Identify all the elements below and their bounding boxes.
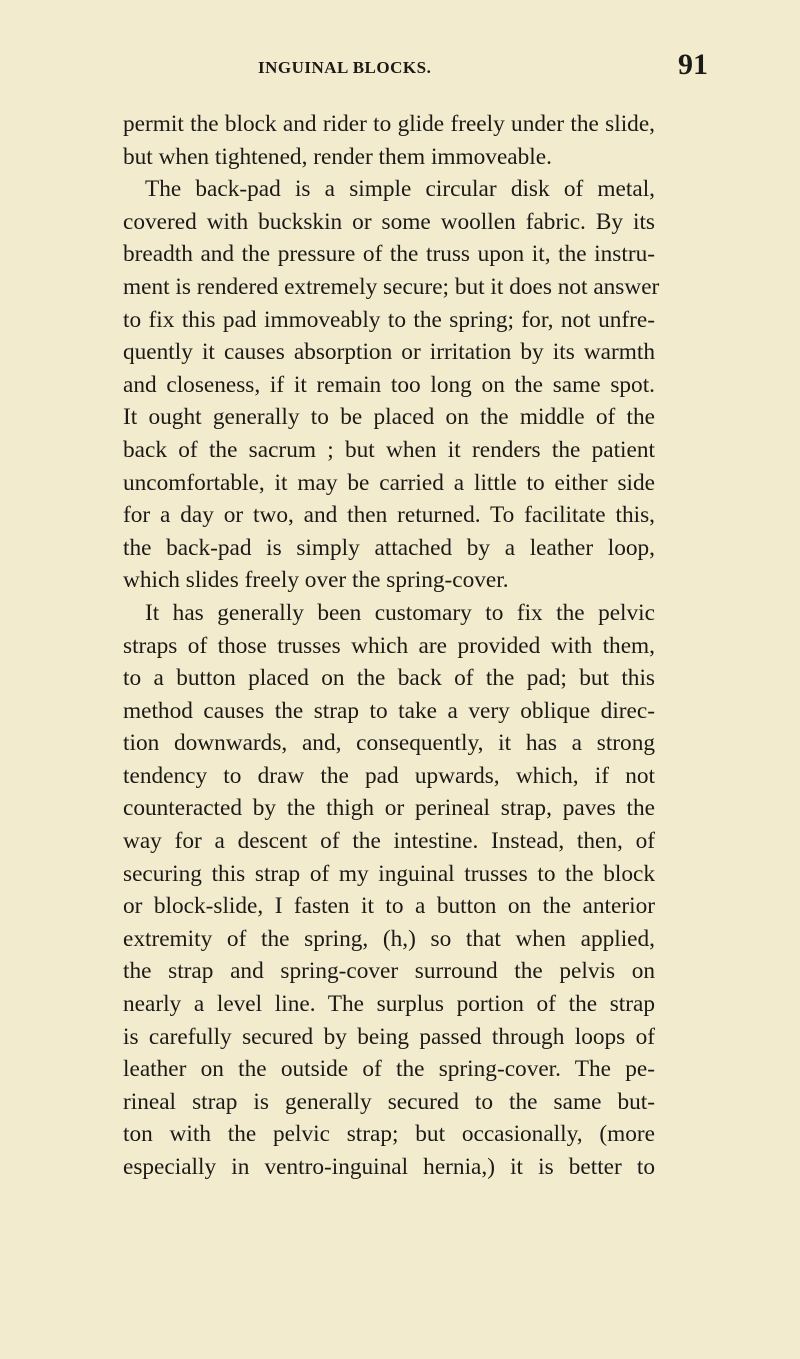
- text-line: for a day or two, and then returned. To facilitate this,: [123, 502, 655, 529]
- text-line: method causes the strap to take a very oblique direc-: [123, 697, 655, 724]
- text-line: uncomfortable, it may be carried a little to either side: [123, 469, 655, 496]
- text-line: especially in ventro-inguinal hernia,) it is better to: [123, 1154, 655, 1180]
- text-line: securing this strap of my inguinal trusses to the block: [123, 860, 655, 887]
- text-line: to a button placed on the back of the pad; but this: [123, 665, 655, 692]
- text-line: tion downwards, and, consequently, it has a strong: [123, 730, 655, 757]
- text-line: extremity of the spring, (h,) so that when applied,: [123, 925, 655, 952]
- text-line: rineal strap is generally secured to the same but-: [123, 1088, 655, 1115]
- text-line: ment is rendered extremely secure; but it does not answer: [123, 273, 660, 300]
- text-line: is carefully secured by being passed through loops of: [123, 1023, 655, 1050]
- text-line: covered with buckskin or some woollen fabric. By its: [123, 208, 655, 235]
- text-line: nearly a level line. The surplus portion of the strap: [123, 991, 655, 1018]
- text-line: It ought generally to be placed on the middle of the: [123, 404, 655, 431]
- text-line: It has generally been customary to fix the pelvic: [145, 599, 655, 626]
- text-line: which slides freely over the spring-cover.: [123, 567, 509, 594]
- text-line: ton with the pelvic strap; but occasionally, (more: [123, 1121, 655, 1148]
- text-line: The back-pad is a simple circular disk of metal,: [145, 176, 655, 203]
- text-line: quently it causes absorption or irritation by its warmth: [123, 339, 655, 366]
- text-line: to fix this pad immoveably to the spring; for, not unfre-: [123, 306, 655, 333]
- text-line: straps of those trusses which are provided with them,: [123, 632, 655, 659]
- text-line: or block-slide, I fasten it to a button on the anterior: [123, 893, 655, 920]
- text-line: back of the sacrum ; but when it renders the patient: [123, 436, 655, 463]
- text-line: but when tightened, render them immoveable.: [123, 143, 552, 170]
- text-line: the strap and spring-cover surround the pelvis on: [123, 958, 655, 985]
- text-line: and closeness, if it remain too long on the same spot.: [123, 371, 655, 398]
- body-text: [123, 108, 660, 1184]
- text-line: tendency to draw the pad upwards, which, if not: [123, 762, 655, 789]
- text-line: breadth and the pressure of the truss upon it, the instru-: [123, 241, 655, 268]
- running-head: INGUINAL BLOCKS.: [258, 58, 432, 77]
- text-line: leather on the outside of the spring-cover. The pe-: [123, 1056, 655, 1083]
- text-line: the back-pad is simply attached by a leather loop,: [123, 534, 655, 561]
- text-line: counteracted by the thigh or perineal strap, paves the: [123, 795, 655, 822]
- text-line: way for a descent of the intestine. Instead, then, of: [123, 828, 655, 855]
- page-number: 91: [678, 48, 708, 81]
- text-line: permit the block and rider to glide freely under the slide,: [123, 111, 655, 137]
